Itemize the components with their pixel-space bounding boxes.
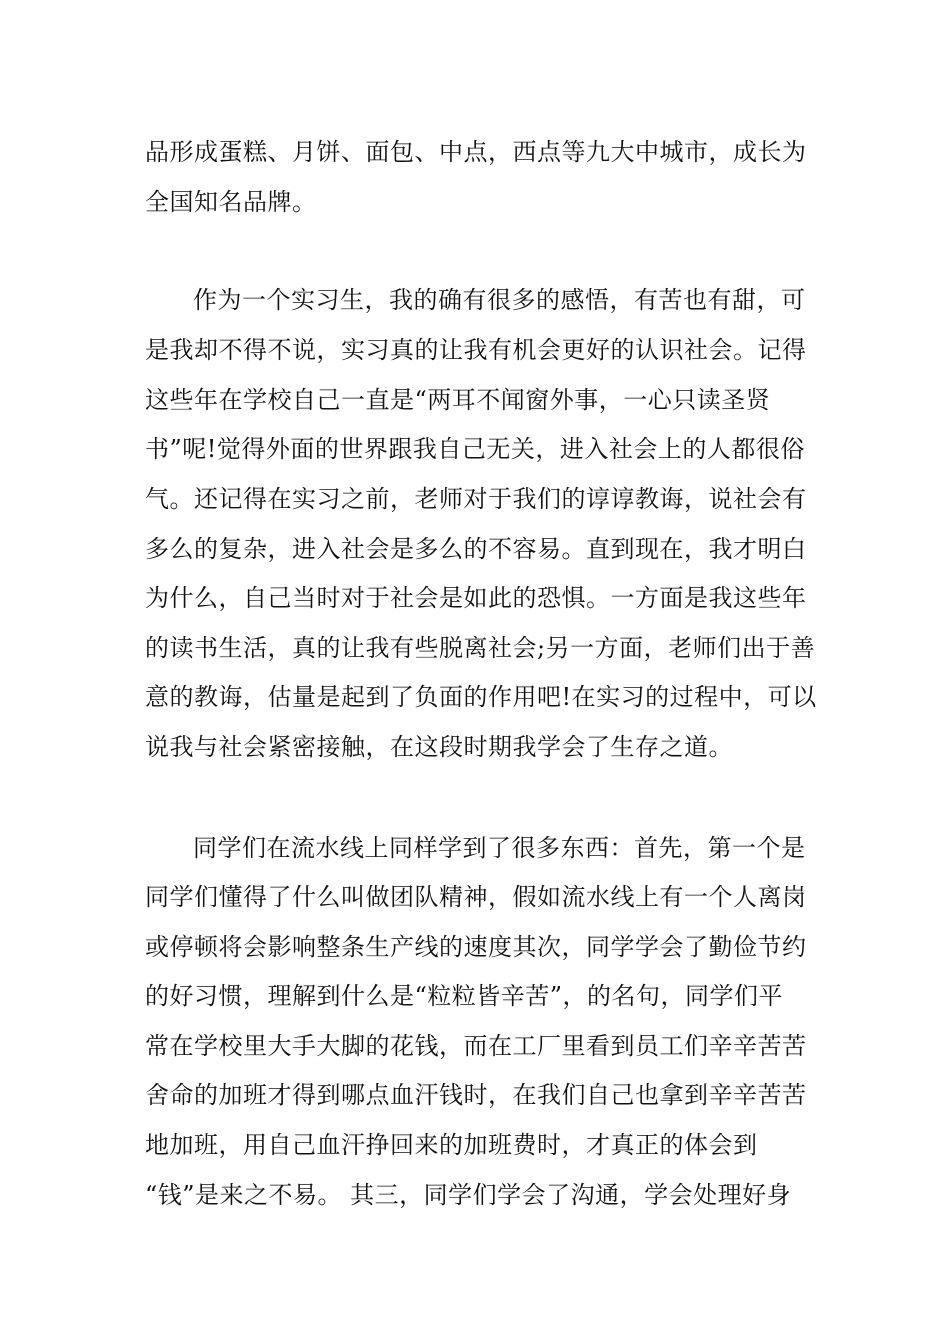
text-line: 多么的复杂，进入社会是多么的不容易。直到现在，我才明白 (145, 535, 807, 563)
text-line: 舍命的加班才得到哪点血汗钱时，在我们自己也拿到辛辛苦苦 (145, 1081, 807, 1109)
text-line: 同学们在流水线上同样学到了很多东西：首先，第一个是 (193, 834, 806, 862)
text-line: 意的教诲，估量是起到了负面的作用吧!在实习的过程中，可以 (145, 683, 817, 711)
text-line: 同学们懂得了什么叫做团队精神，假如流水线上有一个人离岗 (145, 883, 807, 911)
text-line: 的好习惯，理解到什么是“粒粒皆辛苦”，的名句，同学们平 (145, 982, 784, 1010)
text-line: 品形成蛋糕、月饼、面包、中点，西点等九大中城市，成长为 (145, 138, 807, 166)
text-line: 全国知名品牌。 (145, 188, 317, 216)
text-line: 常在学校里大手大脚的花钱，而在工厂里看到员工们辛辛苦苦 (145, 1032, 807, 1060)
text-line: 为什么，自己当时对于社会是如此的恐惧。一方面是我这些年 (145, 584, 807, 612)
text-line: 作为一个实习生，我的确有很多的感悟，有苦也有甜，可 (193, 286, 806, 314)
text-line: 这些年在学校自己一直是“两耳不闻窗外事，一心只读圣贤 (145, 386, 771, 414)
text-line: 是我却不得不说，实习真的让我有机会更好的认识社会。记得 (145, 336, 807, 364)
text-line: 说我与社会紧密接触，在这段时期我学会了生存之道。 (145, 733, 733, 761)
text-line: 的读书生活，真的让我有些脱离社会;另一方面，老师们出于善 (145, 634, 816, 662)
text-line: 书”呢!觉得外面的世界跟我自己无关，进入社会上的人都很俗 (145, 435, 805, 463)
text-line: “钱”是来之不易。 其三，同学们学会了沟通，学会处理好身 (145, 1181, 792, 1209)
text-line: 气。还记得在实习之前，老师对于我们的谆谆教诲，说社会有 (145, 485, 807, 513)
text-line: 地加班，用自己血汗挣回来的加班费时，才真正的体会到 (145, 1131, 758, 1159)
text-line: 或停顿将会影响整条生产线的速度其次，同学学会了勤俭节约 (145, 933, 807, 961)
